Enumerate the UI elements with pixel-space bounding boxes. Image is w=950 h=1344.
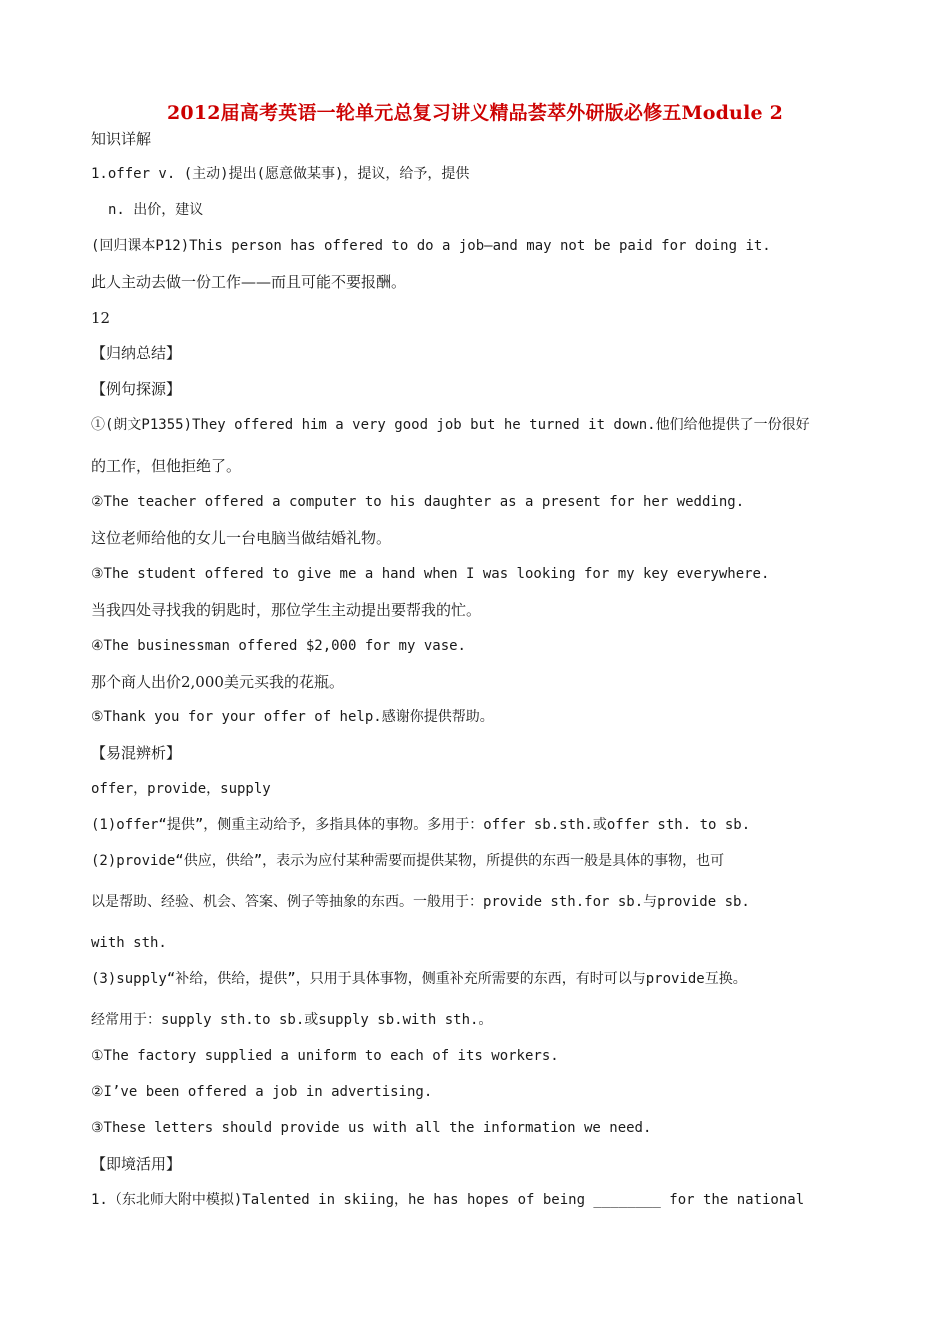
comparison-words: offer，provide，supply bbox=[91, 781, 271, 797]
comparison-item-cont: 经常用于：supply sth.to sb.或supply sb.with sth.。 bbox=[91, 1012, 493, 1028]
example-sentence: ②The teacher offered a computer to his daughter as a present for her wedding. bbox=[91, 494, 745, 510]
document-title: 2012届高考英语一轮单元总复习讲义精品荟萃外研版必修五Module 2 bbox=[166, 102, 784, 124]
comparison-item: (2)provide“供应，供给”，表示为应付某种需要而提供某物，所提供的东西一般是具体的事物，也可 bbox=[91, 853, 725, 869]
example-sentence: ②I’ve been offered a job in advertising. bbox=[91, 1084, 433, 1100]
example-sentence: ③The student offered to give me a hand when I was looking for my key everywhere. bbox=[91, 566, 770, 582]
section-heading: 知识详解 bbox=[91, 130, 152, 148]
translation: 那个商人出价2,000美元买我的花瓶。 bbox=[91, 673, 344, 691]
example-sentence: ①(朗文P1355)They offered him a very good job but he turned it down.他们给他提供了一份很好 bbox=[91, 417, 810, 433]
vocab-entry: 1.offer v. (主动)提出(愿意做某事)，提议，给予，提供 bbox=[91, 166, 470, 182]
section-heading: 【即境活用】 bbox=[91, 1155, 182, 1173]
example-sentence: ⑤Thank you for your offer of help.感谢你提供帮助。 bbox=[91, 709, 494, 725]
section-heading: 【例句探源】 bbox=[91, 380, 182, 398]
comparison-item-cont: with sth. bbox=[91, 935, 167, 951]
example-sentence: ①The factory supplied a uniform to each of its workers. bbox=[91, 1048, 559, 1064]
example-sentence: ④The businessman offered $2,000 for my vase. bbox=[91, 638, 466, 654]
section-heading: 【归纳总结】 bbox=[91, 344, 182, 362]
textbook-example: (回归课本P12)This person has offered to do a job—and may not be paid for doing it. bbox=[91, 238, 771, 254]
section-heading: 【易混辨析】 bbox=[91, 744, 182, 762]
translation: 这位老师给他的女儿一台电脑当做结婚礼物。 bbox=[91, 529, 392, 547]
comparison-item-cont: 以是帮助、经验、机会、答案、例子等抽象的东西。一般用于：provide sth.for sb.与provide sb. bbox=[91, 894, 750, 910]
vocab-sense: n. 出价，建议 bbox=[108, 202, 204, 218]
comparison-item: (1)offer“提供”，侧重主动给予，多指具体的事物。多用于：offer sb.sth.或offer sth. to sb. bbox=[91, 817, 751, 833]
comparison-item: (3)supply“补给，供给，提供”，只用于具体事物，侧重补充所需要的东西，有时可以与provide互换。 bbox=[91, 971, 747, 987]
text-line: 12 bbox=[91, 309, 111, 327]
translation: 此人主动去做一份工作——而且可能不要报酬。 bbox=[91, 273, 407, 291]
example-sentence: ③These letters should provide us with all the information we need. bbox=[91, 1120, 652, 1136]
example-sentence-cont: 的工作，但他拒绝了。 bbox=[91, 457, 242, 475]
exercise-question: 1.（东北师大附中模拟)Talented in skiing，he has hopes of being ________ for the national bbox=[91, 1192, 805, 1208]
translation: 当我四处寻找我的钥匙时，那位学生主动提出要帮我的忙。 bbox=[91, 601, 482, 619]
